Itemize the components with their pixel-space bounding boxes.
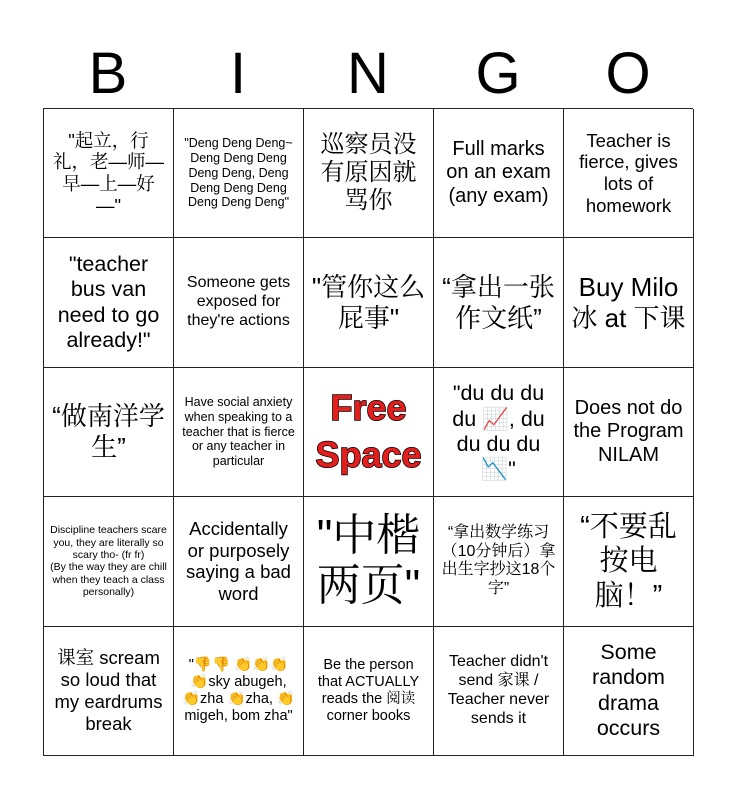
bingo-cell[interactable]: Accidentally or purposely saying a bad word	[174, 497, 304, 626]
bingo-cell[interactable]: Some random drama occurs	[564, 627, 694, 756]
header-letter-n: N	[347, 41, 389, 106]
bingo-cell[interactable]: "du du du du 📈, du du du du 📉"	[434, 368, 564, 497]
bingo-header	[43, 40, 693, 108]
header-letter-i: I	[229, 41, 247, 106]
bingo-cell[interactable]: Someone gets exposed for they're actions	[174, 238, 304, 367]
bingo-cell[interactable]: Full marks on an exam (any exam)	[434, 109, 564, 238]
bingo-cell[interactable]: "Deng Deng Deng~ Deng Deng Deng Deng Deng, Deng Deng Deng Deng Deng Deng Deng"	[174, 109, 304, 238]
header-letter-b: B	[88, 41, 128, 106]
bingo-cell[interactable]: "起立，行礼，老—师—早—上—好—"	[44, 109, 174, 238]
bingo-cell[interactable]: “不要乱按电脑！”	[564, 497, 694, 626]
bingo-cell[interactable]: Buy Milo 冰 at 下课	[564, 238, 694, 367]
bingo-cell[interactable]: Teacher didn't send 家课 / Teacher never sends it	[434, 627, 564, 756]
header-letter-g: G	[475, 41, 521, 106]
bingo-cell[interactable]: 巡察员没有原因就骂你	[304, 109, 434, 238]
bingo-cell[interactable]: Discipline teachers scare you, they are literally so scary tho- (fr fr) (By the way they are chill when they teach a class personally)	[44, 497, 174, 626]
bingo-cell[interactable]: “拿出一张作文纸”	[434, 238, 564, 367]
bingo-card-grid	[43, 108, 693, 756]
bingo-cell[interactable]: “做南洋学生”	[44, 368, 174, 497]
bingo-cell[interactable]: Does not do the Program NILAM	[564, 368, 694, 497]
bingo-cell[interactable]: "中楷两页"	[304, 497, 434, 626]
bingo-cell[interactable]: 课室 scream so loud that my eardrums break	[44, 627, 174, 756]
free-space-cell[interactable]: Free Space	[304, 368, 434, 497]
header-letter-o: O	[605, 41, 651, 106]
bingo-cell[interactable]: Teacher is fierce, gives lots of homework	[564, 109, 694, 238]
bingo-cell[interactable]: Have social anxiety when speaking to a teacher that is fierce or any teacher in particular	[174, 368, 304, 497]
bingo-cell[interactable]: "👎👎 👏👏👏 👏sky abugeh, 👏zha 👏zha, 👏 migeh, bom zha"	[174, 627, 304, 756]
bingo-cell[interactable]: Be the person that ACTUALLY reads the 阅读 corner books	[304, 627, 434, 756]
bingo-cell[interactable]: "teacher bus van need to go already!"	[44, 238, 174, 367]
bingo-cell[interactable]: “拿出数学练习（10分钟后）拿出生字抄这18个字”	[434, 497, 564, 626]
bingo-cell[interactable]: "管你这么屁事"	[304, 238, 434, 367]
